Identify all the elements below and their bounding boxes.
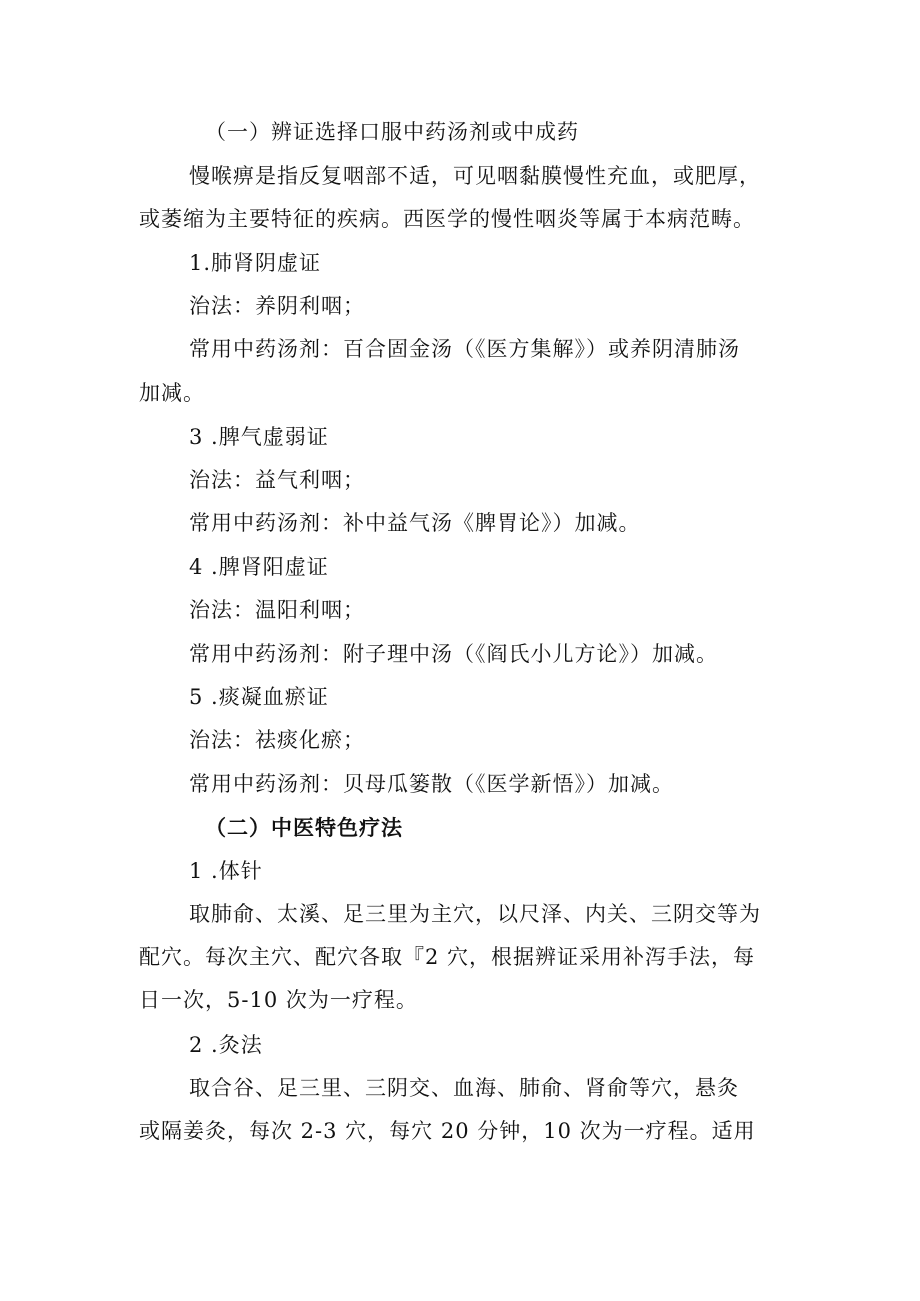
therapy-1-line-1: 取肺俞、太溪、足三里为主穴，以尺泽、内关、三阴交等为 (189, 902, 761, 926)
item-3-method: 治法：益气利咽； (189, 468, 365, 492)
item-5-method: 治法：祛痰化瘀； (189, 728, 365, 752)
therapy-2-line-2: 或隔姜灸，每次 2-3 穴，每穴 20 分钟，10 次为一疗程。适用 (139, 1119, 756, 1143)
item-1-title: 1.肺肾阴虚证 (189, 251, 322, 275)
item-1-formula-line-1: 常用中药汤剂：百合固金汤（《医方集解》）或养阴清肺汤 (189, 337, 740, 361)
item-3-title: 3 .脾气虚弱证 (189, 425, 329, 449)
item-1-method: 治法：养阴利咽； (189, 294, 365, 318)
therapy-1-line-3: 日一次，5-10 次为一疗程。 (139, 988, 418, 1012)
therapy-1-title: 1 .体针 (189, 859, 263, 883)
item-4-title: 4 .脾肾阳虚证 (189, 555, 329, 579)
item-4-method: 治法：温阳利咽； (189, 598, 365, 622)
item-5-formula: 常用中药汤剂：贝母瓜篓散（《医学新悟》）加减。 (189, 772, 674, 796)
therapy-2-line-1: 取合谷、足三里、三阴交、血海、肺俞、肾俞等穴，悬灸 (189, 1076, 739, 1100)
section-2-heading: （二）中医特色疗法 (205, 816, 403, 840)
section-1-intro-line-1: 慢喉痹是指反复咽部不适，可见咽黏膜慢性充血，或肥厚， (189, 164, 761, 188)
therapy-2-title: 2 .灸法 (189, 1033, 263, 1057)
item-1-formula-line-2: 加减。 (139, 381, 205, 405)
section-1-intro-line-2: 或萎缩为主要特征的疾病。西医学的慢性咽炎等属于本病范畴。 (139, 207, 755, 231)
therapy-1-line-2: 配穴。每次主穴、配穴各取『2 穴，根据辨证采用补泻手法，每 (139, 945, 756, 969)
section-1-heading: （一）辨证选择口服中药汤剂或中成药 (205, 120, 579, 144)
item-3-formula: 常用中药汤剂：补中益气汤《脾胃论》）加减。 (189, 511, 641, 535)
item-5-title: 5 .痰凝血瘀证 (189, 685, 329, 709)
item-4-formula: 常用中药汤剂：附子理中汤（《阎氏小儿方论》）加减。 (189, 642, 718, 666)
